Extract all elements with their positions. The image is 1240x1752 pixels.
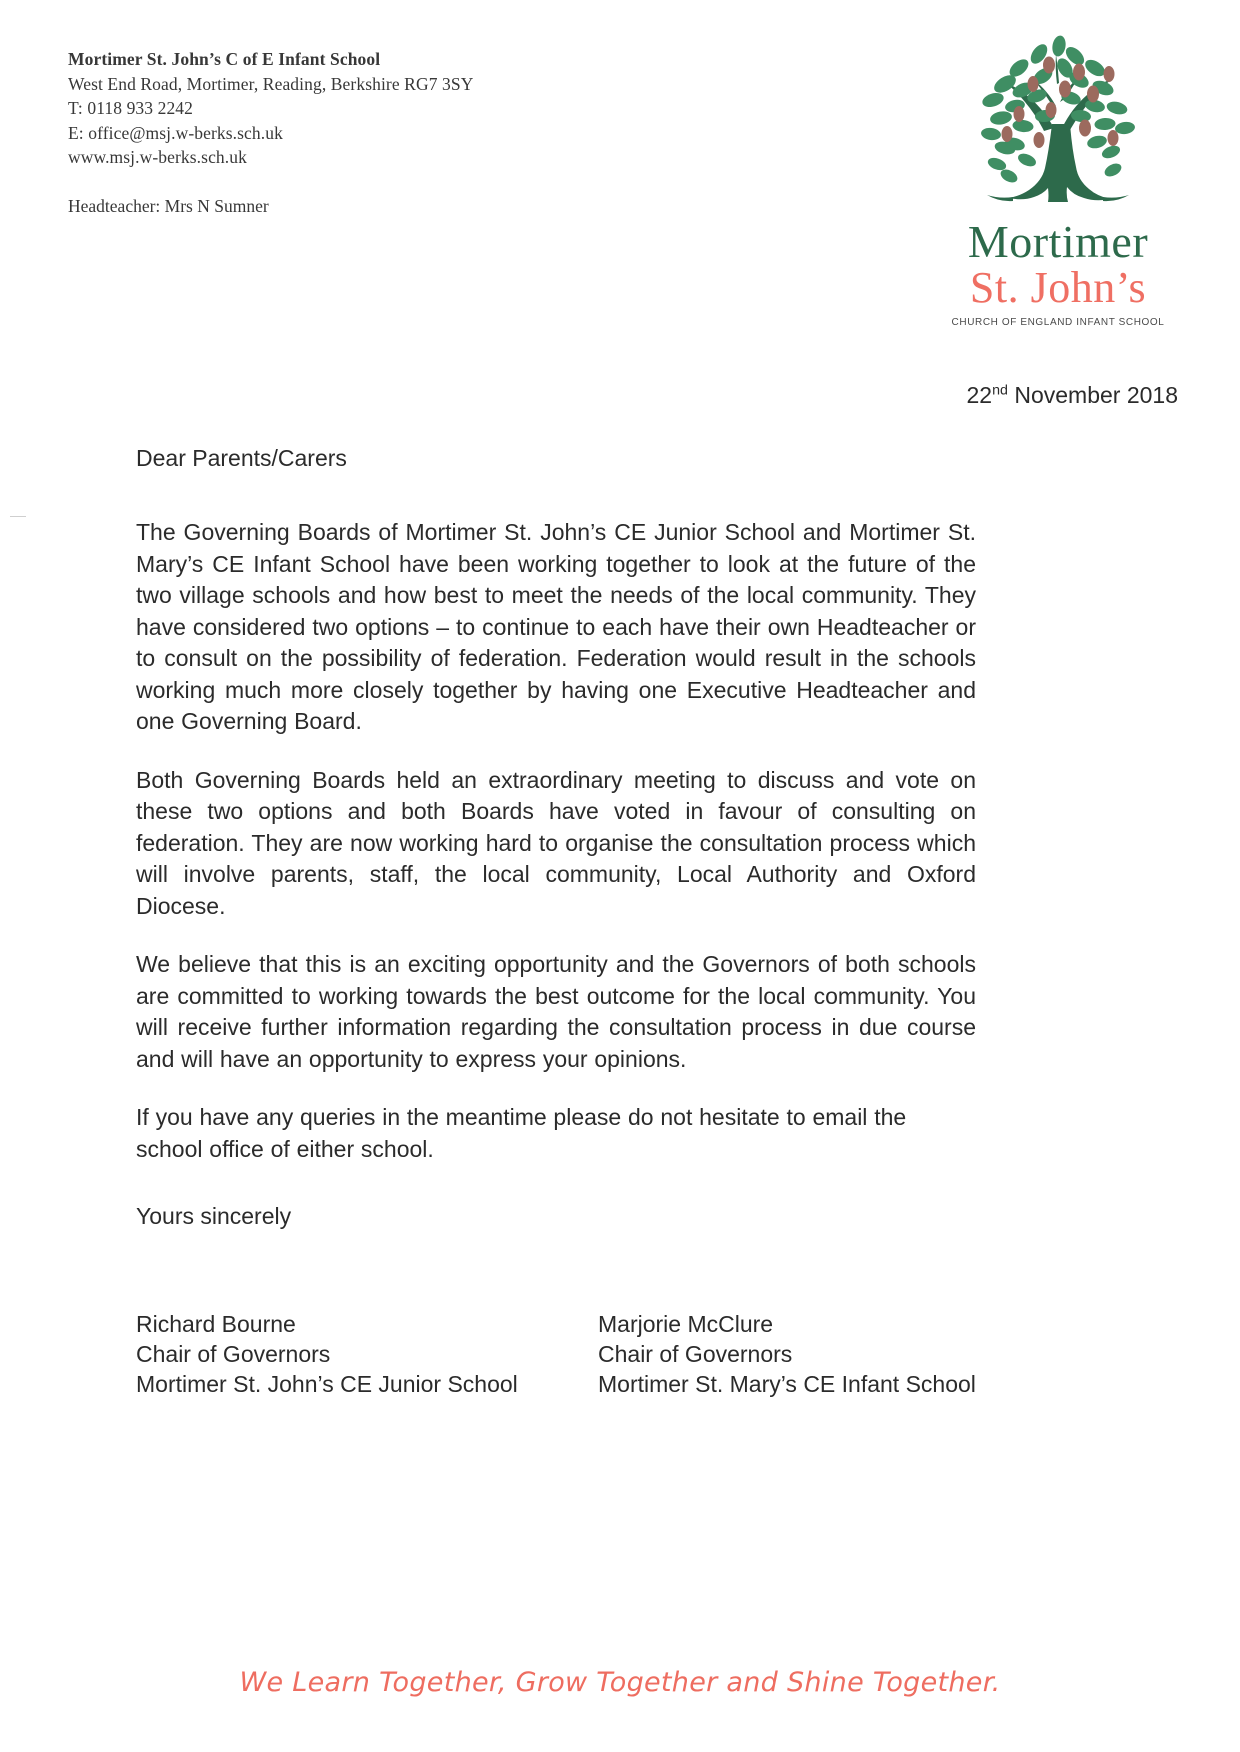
school-logo xyxy=(938,28,1178,328)
paragraph-2: Both Governing Boards held an extraordinary meeting to discuss and vote on these two options and both Boards have voted in favour of consulting on federation. They are now working hard to organise the consultation process which will involve parents, staff, the local community, Local Authority and Oxford Diocese. xyxy=(136,766,976,919)
letter-body xyxy=(136,443,976,1231)
logo-subtitle: CHURCH OF ENGLAND INFANT SCHOOL xyxy=(951,317,1165,328)
signatory-left-school: Mortimer St. John’s CE Junior School xyxy=(136,1371,518,1397)
paragraph-4: If you have any queries in the meantime please do not hesitate to email the school office of either school. xyxy=(136,1104,907,1162)
signatory-right-role: Chair of Governors xyxy=(598,1341,793,1367)
footer-tagline: We Learn Together, Grow Together and Shine Together. xyxy=(239,1667,1001,1698)
school-website: www.msj.w-berks.sch.uk xyxy=(68,147,247,167)
signatory-left xyxy=(136,1309,598,1399)
letterhead xyxy=(68,47,628,218)
date-day: 22 xyxy=(966,382,993,408)
tree-icon xyxy=(953,28,1163,223)
date-rest: November 2018 xyxy=(1007,382,1178,408)
school-email: E: office@msj.w-berks.sch.uk xyxy=(68,122,283,143)
signatory-left-name: Richard Bourne xyxy=(136,1311,296,1337)
signature-block xyxy=(136,1309,1036,1399)
date-ordinal: nd xyxy=(992,382,1008,399)
paragraph-3: We believe that this is an exciting opportunity and the Governors of both schools are committed to working towards the best outcome for the local community. You will receive further information regarding the consultation process in due course and will have an opportunity to express your opinions. xyxy=(136,951,976,1072)
scan-artifact xyxy=(10,516,26,517)
signatory-right-name: Marjorie McClure xyxy=(598,1311,774,1337)
salutation: Dear Parents/Carers xyxy=(136,445,347,471)
paragraph-1: The Governing Boards of Mortimer St. John’s CE Junior School and Mortimer St. Mary’s CE Infant School have been working together to look at the future of the two village schools and how best to meet the needs of the local community. They have considered two options – to continue to each have their own Headteacher or to consult on the possibility of federation. Federation would result in the schools working much more closely together by having one Executive Headteacher and one Governing Board. xyxy=(136,519,976,734)
signatory-right-school: Mortimer St. Mary’s CE Infant School xyxy=(598,1371,976,1397)
logo-word-mortimer: Mortimer xyxy=(967,216,1149,267)
school-name: Mortimer St. John’s C of E Infant School xyxy=(68,49,381,69)
school-address: West End Road, Mortimer, Reading, Berkshire RG7 3SY xyxy=(68,73,474,94)
signoff: Yours sincerely xyxy=(136,1203,292,1229)
headteacher-line: Headteacher: Mrs N Sumner xyxy=(68,195,269,216)
signatory-left-role: Chair of Governors xyxy=(136,1341,331,1367)
signatory-right xyxy=(598,1309,976,1399)
letter-date xyxy=(967,381,1179,409)
school-telephone: T: 0118 933 2242 xyxy=(68,98,194,118)
logo-word-stjohns: St. John’s xyxy=(969,263,1147,312)
